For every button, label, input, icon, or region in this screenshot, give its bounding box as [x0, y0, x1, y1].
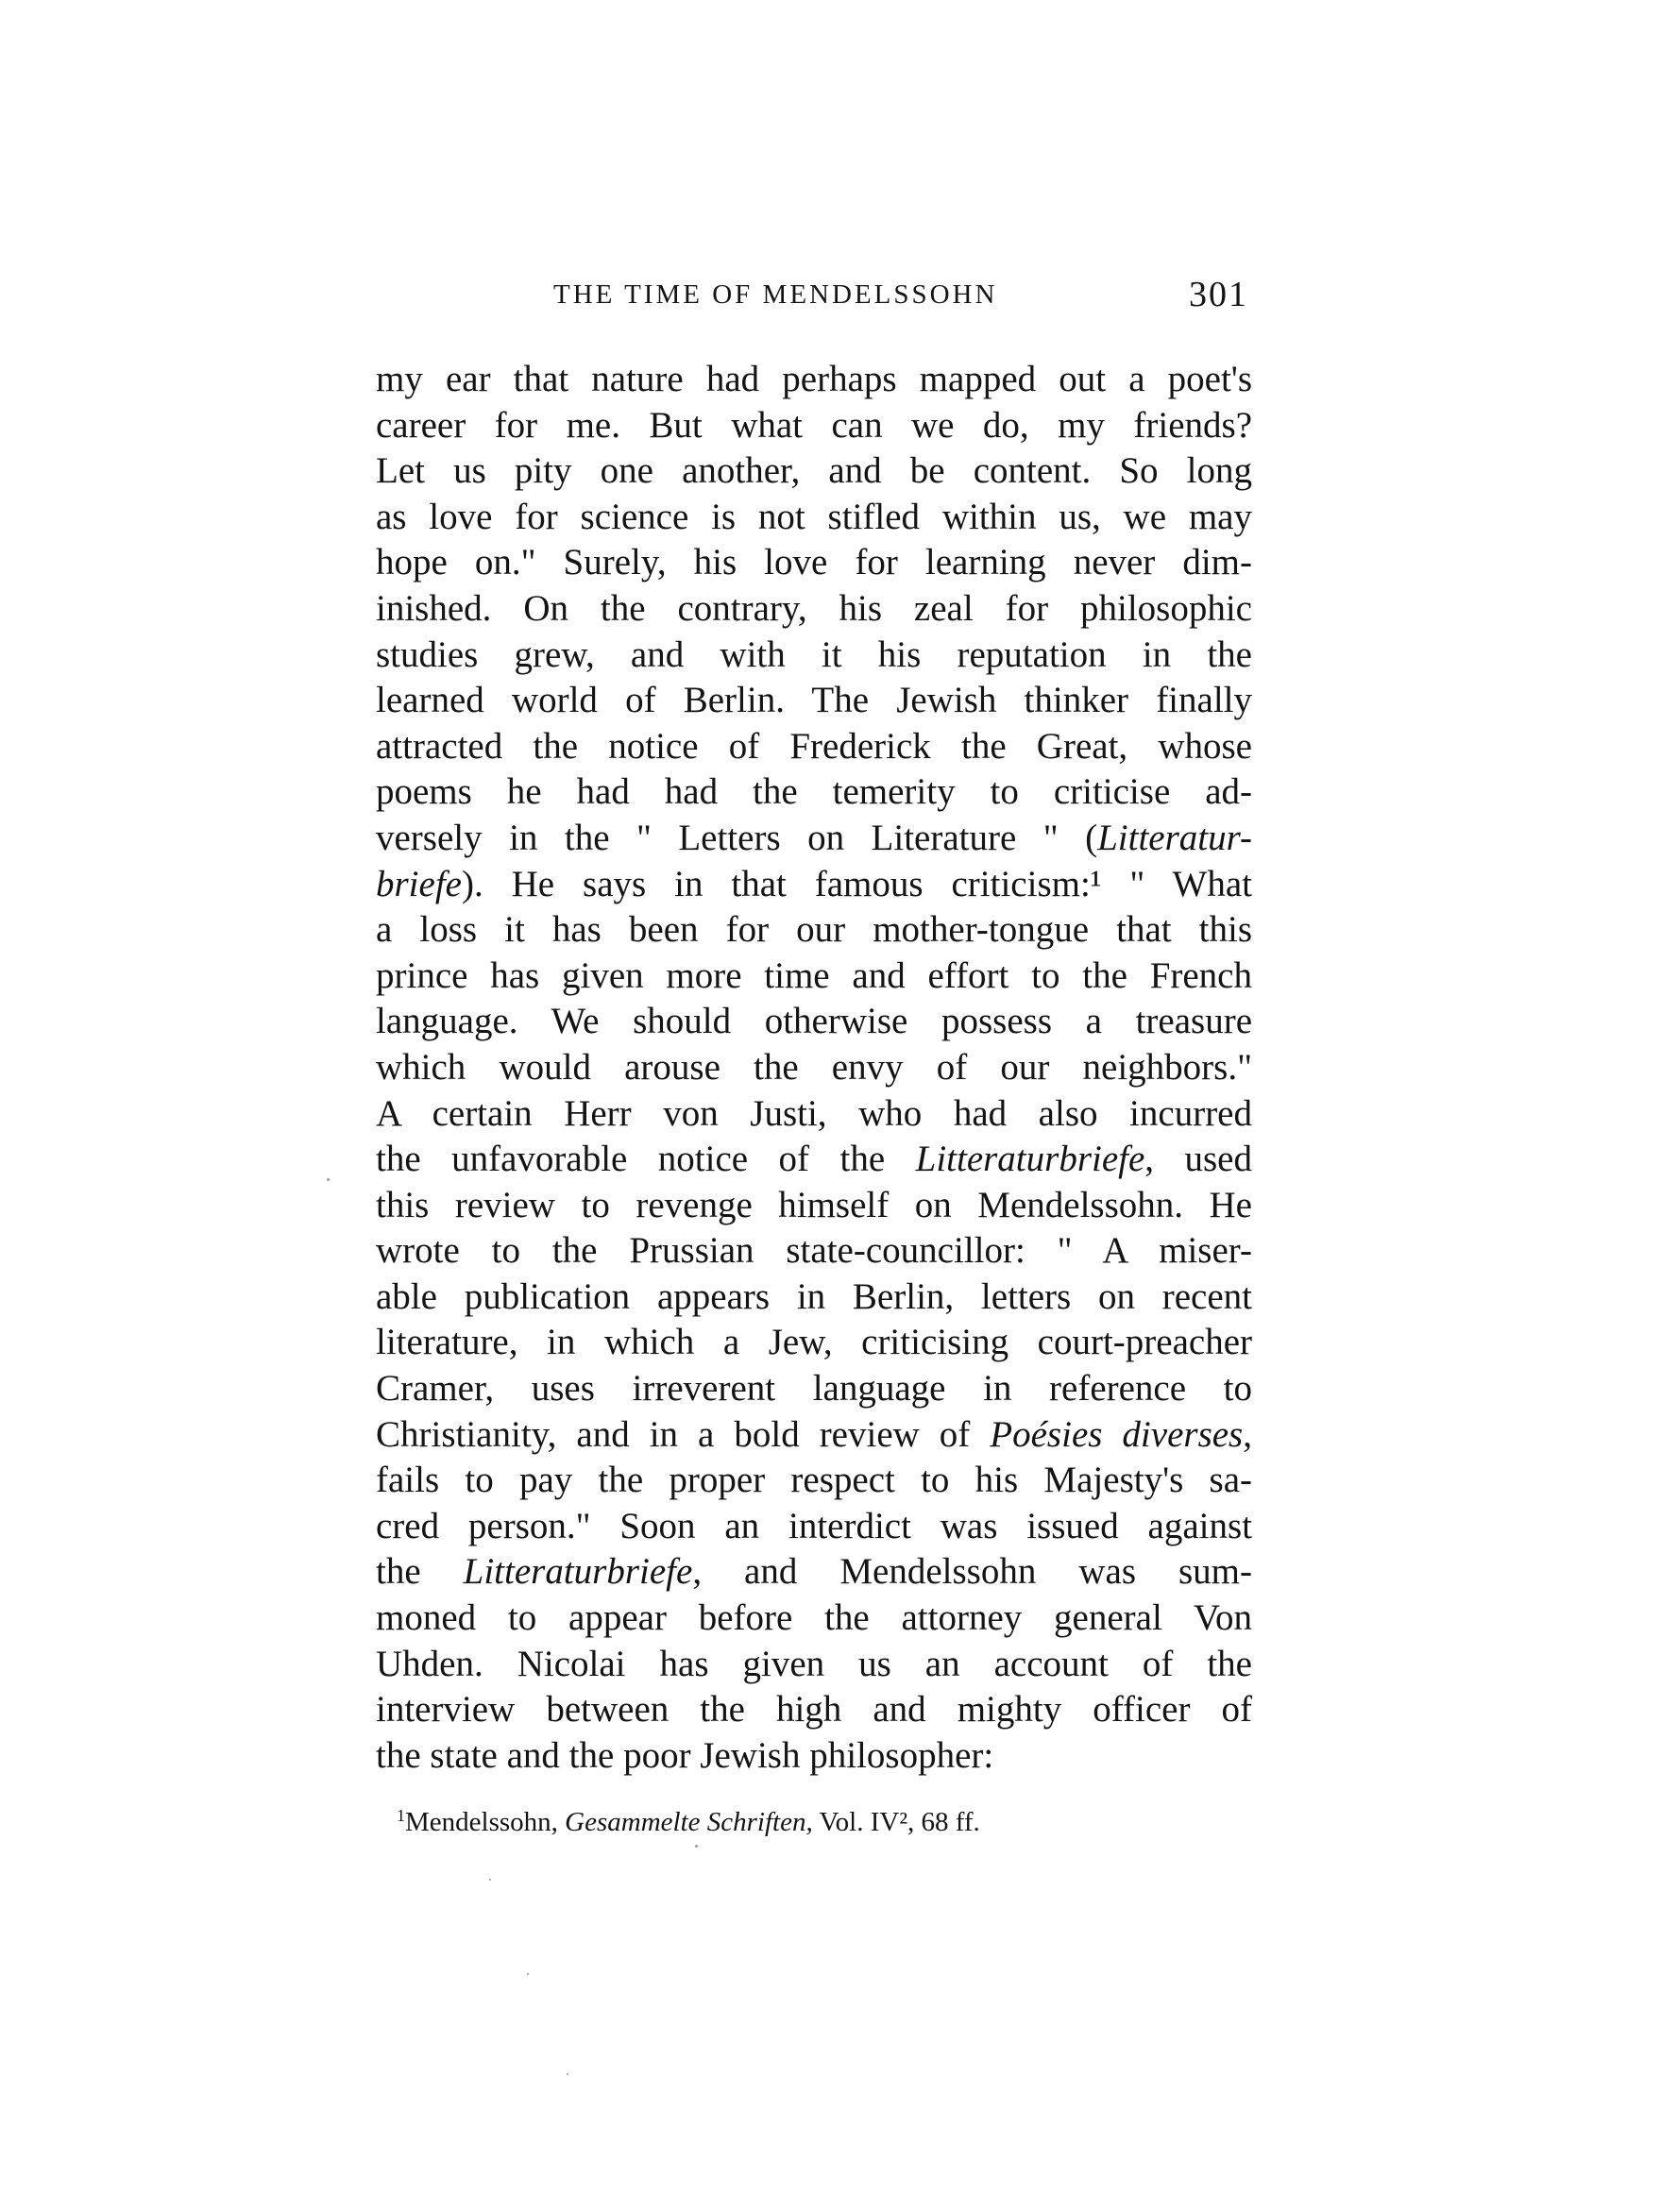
text-line: career for me. But what can we do, my friends? — [376, 404, 1252, 446]
text-line: Uhden. Nicolai has given us an account of the — [376, 1643, 1252, 1684]
text-line: fails to pay the proper respect to his Majesty's sa- — [376, 1460, 1252, 1501]
running-head — [376, 274, 1248, 321]
body-text — [376, 357, 1252, 1779]
text-line: inished. On the contrary, his zeal for philosophic — [376, 587, 1252, 629]
text-line: poems he had had the temerity to criticise ad- — [376, 771, 1252, 813]
text-line: studies grew, and with it his reputation in the — [376, 633, 1252, 675]
text-line: prince has given more time and effort to the French — [376, 954, 1252, 996]
page-number: 301 — [1189, 275, 1248, 314]
text-line: my ear that nature had perhaps mapped out a poet's — [376, 359, 1252, 399]
text-line: this review to revenge himself on Mendelssohn. He — [376, 1184, 1252, 1225]
footnote-marker: 1 — [397, 1806, 405, 1825]
scan-speck — [695, 1845, 698, 1848]
text-line: the unfavorable notice of the Litteraturbriefe, used — [376, 1139, 1252, 1180]
text-line: versely in the " Letters on Literature " (Litteratur- — [376, 817, 1252, 858]
footnote-reference: Vol. IV², 68 ff. — [819, 1807, 980, 1837]
text-line: Let us pity one another, and be content. So long — [376, 450, 1252, 492]
text-line: language. We should otherwise possess a treasure — [376, 1001, 1252, 1042]
scan-speck — [527, 1973, 529, 1975]
text-line: moned to appear before the attorney general Von — [376, 1597, 1252, 1639]
text-line: a loss it has been for our mother-tongue that this — [376, 909, 1252, 951]
scan-speck — [489, 1879, 491, 1881]
text-line: literature, in which a Jew, criticising court-preacher — [376, 1322, 1252, 1363]
text-line: briefe). He says in that famous criticism:¹ " What — [376, 863, 1252, 904]
text-line: the Litteraturbriefe, and Mendelssohn was sum- — [376, 1551, 1252, 1593]
text-line: which would arouse the envy of our neighbors." — [376, 1046, 1252, 1088]
text-line: able publication appears in Berlin, letters on recent — [376, 1275, 1252, 1317]
text-line: learned world of Berlin. The Jewish thinker finally — [376, 680, 1252, 721]
text-line: cred person." Soon an interdict was issued against — [376, 1505, 1252, 1546]
scan-speck — [327, 1178, 330, 1181]
text-line: A certain Herr von Justi, who had also incurred — [376, 1092, 1252, 1134]
text-line: wrote to the Prussian state-councillor: " A miser- — [376, 1230, 1252, 1272]
scan-speck — [567, 2073, 568, 2075]
running-title: THE TIME OF MENDELSSOHN — [553, 279, 998, 310]
text-line: as love for science is not stifled within us, we may — [376, 496, 1252, 537]
footnote-work-title: Gesammelte Schriften, — [565, 1807, 813, 1837]
text-line: interview between the high and mighty officer of — [376, 1689, 1252, 1731]
text-line: Christianity, and in a bold review of Poésies diverses, — [376, 1413, 1252, 1455]
text-line: the state and the poor Jewish philosopher: — [376, 1734, 994, 1776]
text-line: hope on." Surely, his love for learning never dim- — [376, 542, 1252, 583]
footnote-author: Mendelssohn, — [405, 1807, 558, 1837]
footnote — [397, 1806, 980, 1838]
text-line: Cramer, uses irreverent language in reference to — [376, 1368, 1252, 1410]
text-line: attracted the notice of Frederick the Great, whose — [376, 725, 1252, 767]
